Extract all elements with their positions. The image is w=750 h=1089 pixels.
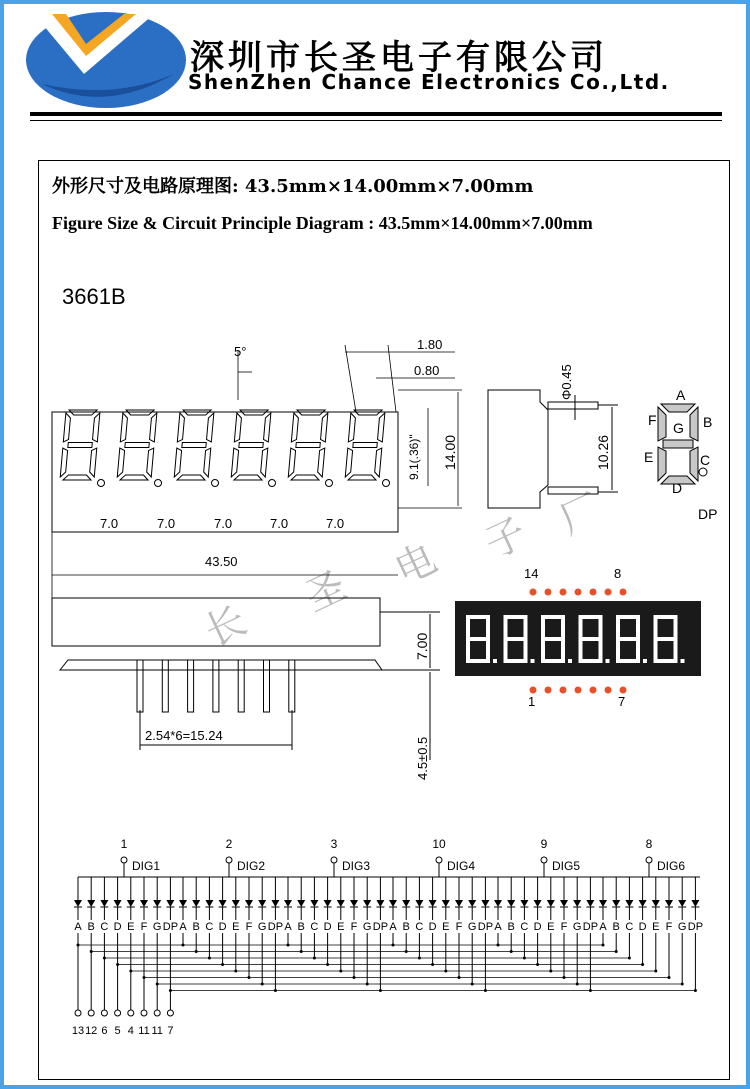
circuit-schematic [72,837,703,1037]
seg-label-g: G [673,420,684,436]
diode [625,900,633,907]
segment-label: B [192,921,200,933]
segment-pin-terminal [128,1010,134,1016]
segment-label: DP [582,921,599,933]
lit-dp [493,659,497,663]
segment-label: G [152,921,162,933]
segment-label: G [572,921,582,933]
segment-label: F [245,921,253,933]
lit-segment [466,615,470,639]
diode [520,900,528,907]
lit-segment [654,637,678,641]
segment-pin-terminal [88,1010,94,1016]
diode [573,900,581,907]
lit-segment [674,615,678,639]
decimal-point [326,480,333,487]
segment [374,448,382,477]
lit-segment [616,637,640,641]
diode [284,900,292,907]
segment-label: B [402,921,410,933]
anode-terminal [436,857,442,863]
lit-segment [579,615,583,639]
anode-terminal [121,857,127,863]
segment [291,413,299,442]
segment [203,448,211,477]
seg-label-f: F [648,412,657,428]
segment [345,448,353,477]
segment [317,448,325,477]
segment [206,413,214,442]
lit-dp [568,659,572,663]
diode [310,900,318,907]
anode-terminal [646,857,652,863]
pin [188,660,194,712]
diode [166,900,174,907]
digit-name-label: DIG4 [447,859,476,873]
segment-label: E [652,921,660,933]
digit-pin-label: 10 [432,837,446,851]
watermark-char: 电 [388,536,444,594]
segment-label: DP [267,921,284,933]
segment [120,475,148,480]
lit-segment [541,615,545,639]
segment-label: DP [687,921,704,933]
segment [63,475,91,480]
decimal-point [155,480,162,487]
digit-pin-label: 8 [645,837,653,851]
segment [377,413,385,442]
pin-dot [620,589,627,596]
segment-pin-terminal [167,1010,173,1016]
segment-pin-terminal [154,1010,160,1016]
end-dim-labels [559,364,611,470]
pin [213,660,219,712]
segment [231,448,239,477]
seg-label-b: B [703,414,713,430]
lit-segment [524,615,528,639]
lit-segment [466,637,490,641]
segment-label: B [507,921,515,933]
digit-pin-label: 1 [120,837,128,851]
row-spacing-label: 10.26 [595,434,611,470]
segment-label: A [74,921,82,933]
diode [245,900,253,907]
diode [429,900,437,907]
diode [652,900,660,907]
segment-label: D [428,921,437,933]
lit-dp [531,659,535,663]
segment-label: C [100,921,109,933]
diode [415,900,423,907]
segment [260,448,268,477]
segment [146,448,154,477]
segment-pin-label: 11 [151,1025,163,1037]
lit-segment [579,639,583,663]
diode [468,900,476,907]
seg-label-e: E [644,449,654,465]
seg-label-dp: DP [698,506,718,522]
segment-label: D [323,921,332,933]
pin-label-8: 8 [614,566,622,581]
pitch-label: 7.0 [100,516,119,531]
diode [350,900,358,907]
watermark-char: 子 [478,510,534,568]
segment-label: D [638,921,647,933]
lit-segment [654,615,658,639]
diode [455,900,463,907]
segment-label: D [113,921,122,933]
segment [174,448,182,477]
segment-pin-label: 4 [127,1025,134,1037]
seg-label-d: D [672,480,683,496]
pin-dot [605,687,612,694]
segment-label: G [677,921,687,933]
diode [127,900,135,907]
diode [599,900,607,907]
diode [153,900,161,907]
diode [442,900,450,907]
diode [639,900,647,907]
lit-segment [654,639,658,663]
segment-pin-terminal [101,1010,107,1016]
digit-name-label: DIG6 [657,859,686,873]
diode [205,900,213,907]
segment [291,475,319,480]
pin-dot [545,687,552,694]
legend-segment [661,404,695,412]
pin [264,660,270,712]
segment [177,413,185,442]
segment [60,448,68,477]
segment-label: B [612,921,620,933]
segment-label: F [350,921,358,933]
diode [678,900,686,907]
angle-label: 5° [234,344,247,359]
pin-label-1: 1 [528,694,536,709]
lit-segment [561,615,565,639]
segment-pin-terminal [75,1010,81,1016]
segment-label: C [415,921,424,933]
side-view [52,598,440,760]
segment-label: E [547,921,555,933]
pin-dot [545,589,552,596]
segment-label: B [87,921,95,933]
pin-dot [530,589,537,596]
lit-segment [599,615,603,639]
diode [337,900,345,907]
segment [348,475,376,480]
pin-spacing-label: 2.54*6=15.24 [145,728,223,743]
diode [402,900,410,907]
segment [177,475,205,480]
segment-label: C [520,921,529,933]
title-cn: 外形尺寸及电路原理图: 43.5mm×14.00mm×7.00mm [52,176,534,197]
segment [263,413,271,442]
lit-segment [541,637,565,641]
lit-segment [466,639,470,663]
segment-label: F [140,921,148,933]
pitch-label: 7.0 [326,516,345,531]
segment [296,443,320,448]
segment-label: DP [162,921,179,933]
diode [114,900,122,907]
segment [125,443,149,448]
legend-segment [663,440,693,448]
diode [232,900,240,907]
company-name-cn: 深圳市长圣电子有限公司 [190,38,608,78]
lit-segment [541,639,545,663]
segment [234,475,262,480]
title-en: Figure Size & Circuit Principle Diagram : 43.5mm×14.00mm×7.00mm [52,213,593,233]
lit-segment [486,615,490,639]
diode [297,900,305,907]
height-label: 14.00 [442,434,458,470]
diode [389,900,397,907]
digit-height-label: 9.1(.36)" [407,434,421,480]
digit-pin-label: 3 [330,837,338,851]
model-number: 3661B [62,284,126,309]
pin-label-7: 7 [618,694,626,709]
legend-segment [658,407,666,441]
segment-label: E [442,921,450,933]
segment-label: C [205,921,214,933]
diode [258,900,266,907]
lit-segment [579,637,603,641]
segment-pin-label: 6 [101,1025,108,1037]
segment-pin-label: 13 [71,1025,85,1037]
lit-segment [636,615,640,639]
segment [320,413,328,442]
pin-dot [605,589,612,596]
segment-label: E [127,921,135,933]
segment-label: DP [372,921,389,933]
watermark-char: 厂 [553,486,609,544]
segment-label: A [494,921,502,933]
lit-segment [504,615,508,639]
segment-label: B [297,921,305,933]
pin-dot [590,589,597,596]
diode [100,900,108,907]
anode-terminal [331,857,337,863]
segment [239,443,263,448]
length-label: 43.50 [205,554,238,569]
display-photo [455,566,701,709]
seg-label-a: A [676,387,686,403]
digit-name-label: DIG2 [237,859,266,873]
pin [162,660,168,712]
pin-dia-label: Φ0.45 [559,364,574,400]
segment-label: F [665,921,673,933]
decimal-point [98,480,105,487]
front-digits [60,410,389,487]
front-view [52,410,398,532]
pitch-label: 7.0 [157,516,176,531]
segment-label: C [625,921,634,933]
segment [92,413,100,442]
decimal-point [269,480,276,487]
pin-dot [560,589,567,596]
diode [612,900,620,907]
segment-pin-terminal [115,1010,121,1016]
diode [481,900,489,907]
legend-segment [690,447,698,481]
anode-terminal [541,857,547,863]
lit-segment [504,637,528,641]
diode [87,900,95,907]
segment [149,413,157,442]
pin-dot [560,687,567,694]
segment [288,448,296,477]
segment-label: D [533,921,542,933]
pin-dot [575,687,582,694]
segment [348,413,356,442]
segment-legend [644,387,717,522]
segment-label: A [284,921,292,933]
diode [494,900,502,907]
diode [74,900,82,907]
segment-label: G [257,921,267,933]
segment [68,443,92,448]
digit-pin-label: 9 [540,837,548,851]
watermark-char: 圣 [298,563,354,621]
diode [363,900,371,907]
pitch-label: 7.0 [214,516,233,531]
legend-segment [658,447,666,481]
segment-label: F [455,921,463,933]
lit-dp [681,659,685,663]
segment-label: E [232,921,240,933]
segment [182,443,206,448]
pin-length-label: 4.5±0.5 [415,736,430,780]
diode [192,900,200,907]
segment-pin-label: 7 [167,1025,174,1037]
segment-label: A [389,921,397,933]
pin-dot [620,687,627,694]
segment [234,413,242,442]
segment-label: C [310,921,319,933]
segment-label: DP [477,921,494,933]
lit-segment [616,615,620,639]
digit-name-label: DIG3 [342,859,371,873]
digit-name-label: DIG5 [552,859,581,873]
seg-width-label: 1.80 [417,337,443,352]
pin-dot [590,687,597,694]
diode [324,900,332,907]
segment [63,413,71,442]
segment-label: E [337,921,345,933]
segment-label: A [179,921,187,933]
diode [665,900,673,907]
lit-dp [643,659,647,663]
pin [137,660,143,712]
segment-pin-terminal [141,1010,147,1016]
decimal-point [383,480,390,487]
segment-label: F [560,921,568,933]
seg-gap-label: 0.80 [414,363,440,378]
pin-dot [530,687,537,694]
lit-segment [616,639,620,663]
anode-terminal [226,857,232,863]
diode [219,900,227,907]
lit-dp [606,659,610,663]
digit-pin-label: 2 [225,837,233,851]
company-name-en: ShenZhen Chance Electronics Co.,Ltd. [188,70,670,94]
pin-dot [575,589,582,596]
pin [289,660,295,712]
diode [560,900,568,907]
segment-label: D [218,921,227,933]
diode [507,900,515,907]
digit-name-label: DIG1 [132,859,161,873]
pitch-label: 7.0 [270,516,289,531]
pin [238,660,244,712]
diode [586,900,594,907]
diode [547,900,555,907]
diode [140,900,148,907]
diode [179,900,187,907]
diode [691,900,699,907]
watermark-char: 长 [198,598,254,656]
segment [353,443,377,448]
segment-pin-label: 12 [85,1025,98,1037]
pin-label-14: 14 [524,566,539,581]
segment-label: A [599,921,607,933]
segment-pin-label: 11 [138,1025,150,1037]
diode [376,900,384,907]
segment-pin-label: 5 [114,1025,121,1037]
segment-label: G [467,921,477,933]
diode [534,900,542,907]
seg-label-c: C [700,452,711,468]
segment [117,448,125,477]
diode [271,900,279,907]
depth-label: 7.00 [414,632,430,660]
legend-segment [690,407,698,441]
segment [89,448,97,477]
lit-segment [504,639,508,663]
segment [120,413,128,442]
segment-label: G [362,921,372,933]
decimal-point [212,480,219,487]
